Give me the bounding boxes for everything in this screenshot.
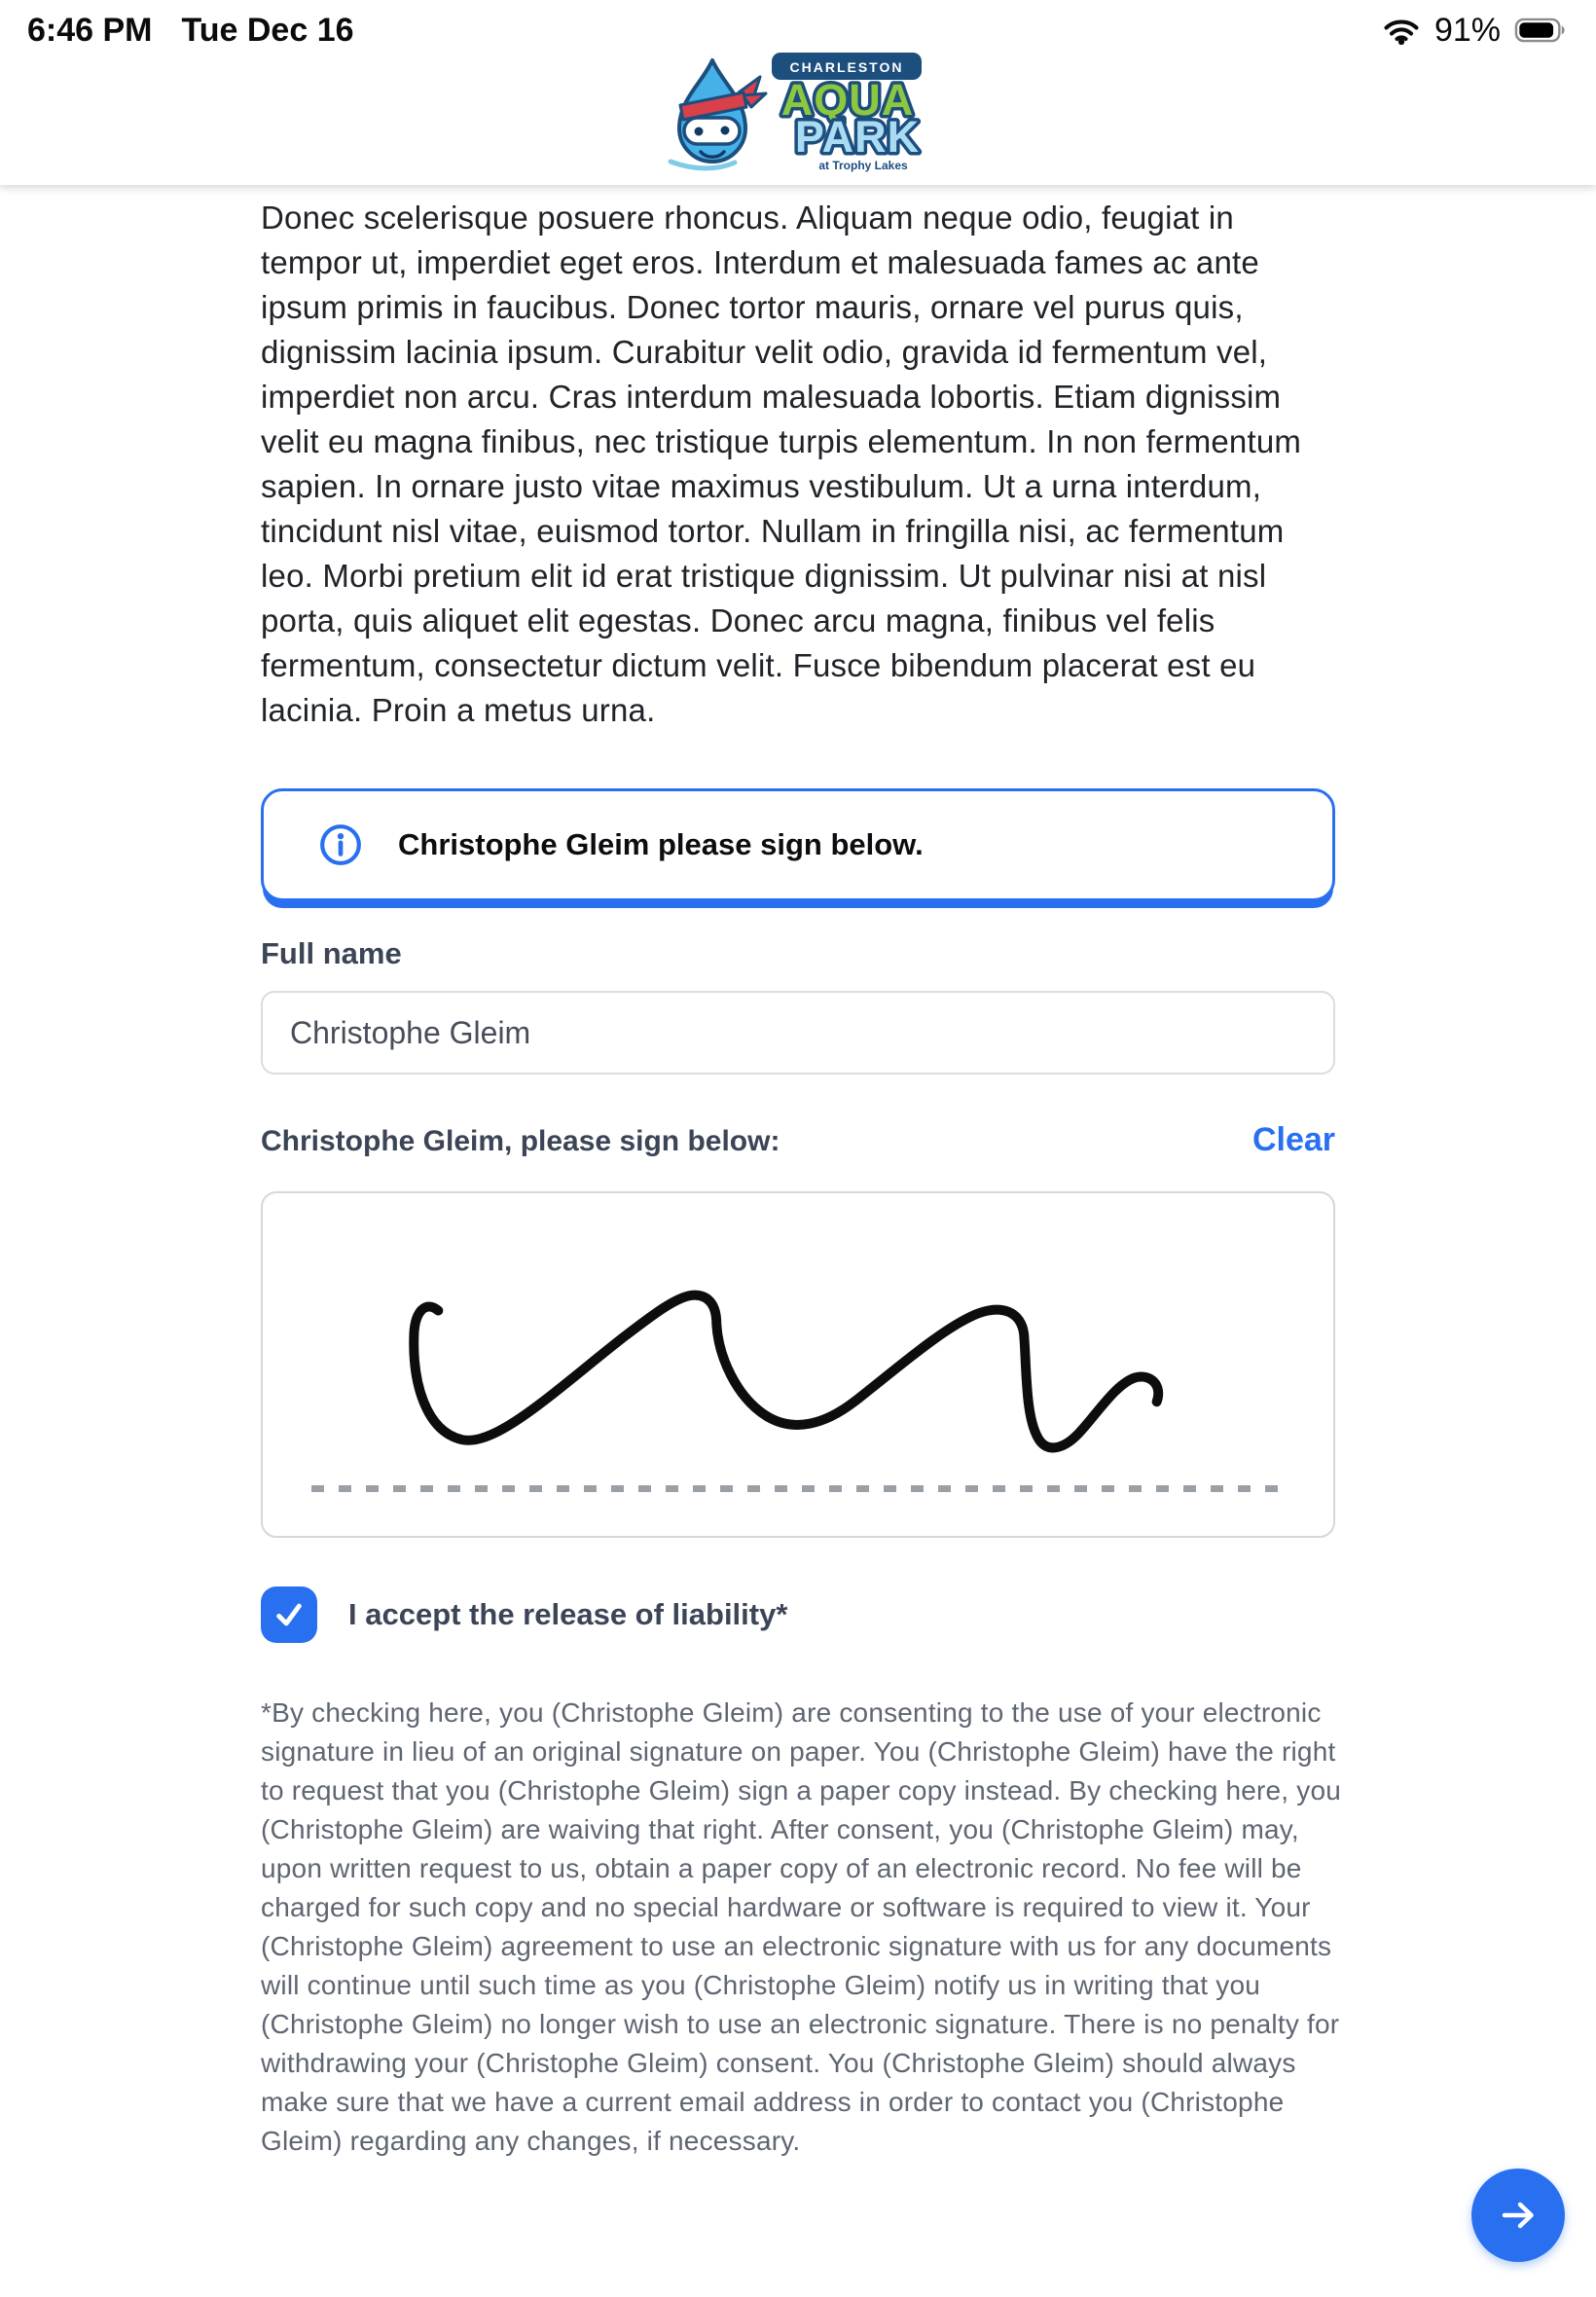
status-bar: [0, 0, 1596, 60]
info-banner: [261, 788, 1335, 901]
status-date: Tue Dec 16: [181, 11, 354, 49]
status-time: 6:46 PM: [27, 11, 153, 49]
signature-prompt-label: Christophe Gleim, please sign below:: [261, 1125, 780, 1157]
app-logo: [657, 49, 939, 177]
logo-park: PARK: [794, 112, 921, 162]
disclaimer-text: *By checking here, you (Christophe Gleim) are consenting to the use of your electronic signature in lieu of an original signature on paper. You (Christophe Gleim) have the right to request that you (Christophe Gleim) sign a paper copy instead. By checking here, you (Christophe Gleim) are waiving that right. After consent, you (Christophe Gleim) may, upon written request to us, obtain a paper copy of an electronic record. No fee will be charged for such copy and no special hardware or software is required to view it. Your (Christophe Gleim) agreement to use an electronic signature with us for any documents will continue until such time as you (Christophe Gleim) notify us in writing that you (Christophe Gleim) no longer wish to use an electronic signature. There is no penalty for withdrawing your (Christophe Gleim) consent. You (Christophe Gleim) should always make sure that we have a current email address in order to contact you (Christophe Gleim) regarding any changes, if necessary.: [261, 1697, 1341, 2156]
info-banner-message: Christophe Gleim please sign below.: [398, 827, 924, 861]
full-name-input[interactable]: [261, 991, 1335, 1075]
liability-checkbox[interactable]: [261, 1586, 317, 1643]
arrow-right-icon: [1495, 2192, 1542, 2239]
info-icon: [318, 822, 363, 867]
waiver-text-paragraph: Donec scelerisque posuere rhoncus. Aliquam neque odio, feugiat in tempor ut, imperdiet eget eros. Interdum et malesuada fames ac ante ipsum primis in faucibus. Donec tortor mauris, ornare vel purus quis, dignissim lacinia ipsum. Curabitur velit odio, gravida id fermentum vel, imperdiet non arcu. Cras interdum malesuada lobortis. Etiam dignissim velit eu magna finibus, nec tristique turpis elementum. In non fermentum sapien. In ornare justo vitae maximus vestibulum. Ut a urna interdum, tincidunt nisl vitae, euismod tortor. Nullam in fringilla nisi, ac fermentum leo. Morbi pretium elit id erat tristique dignissim. Ut pulvinar nisi at nisl porta, quis aliquet elit egestas. Donec arcu magna, finibus vel felis fermentum, consectetur dictum velit. Fusce bibendum placerat est eu lacinia. Proin a metus urna.: [261, 200, 1302, 728]
full-name-label: Full name: [261, 936, 402, 970]
wifi-icon: [1382, 16, 1421, 45]
battery-icon: [1514, 16, 1569, 45]
water-drop-mascot-icon: [679, 60, 766, 162]
logo-tagline: at Trophy Lakes: [818, 159, 908, 172]
logo-aqua: AQUA: [780, 75, 915, 125]
logo-charleston: CHARLESTON: [789, 59, 904, 75]
next-button[interactable]: [1471, 2169, 1565, 2262]
liability-checkbox-label[interactable]: I accept the release of liability*: [348, 1597, 788, 1631]
checkmark-icon: [270, 1595, 308, 1634]
signature-baseline: [311, 1485, 1285, 1492]
battery-percent: 91%: [1433, 11, 1501, 49]
logo-swoosh: [671, 162, 735, 168]
clear-signature-button[interactable]: Clear: [1251, 1121, 1335, 1158]
signature-pad[interactable]: [261, 1191, 1335, 1538]
